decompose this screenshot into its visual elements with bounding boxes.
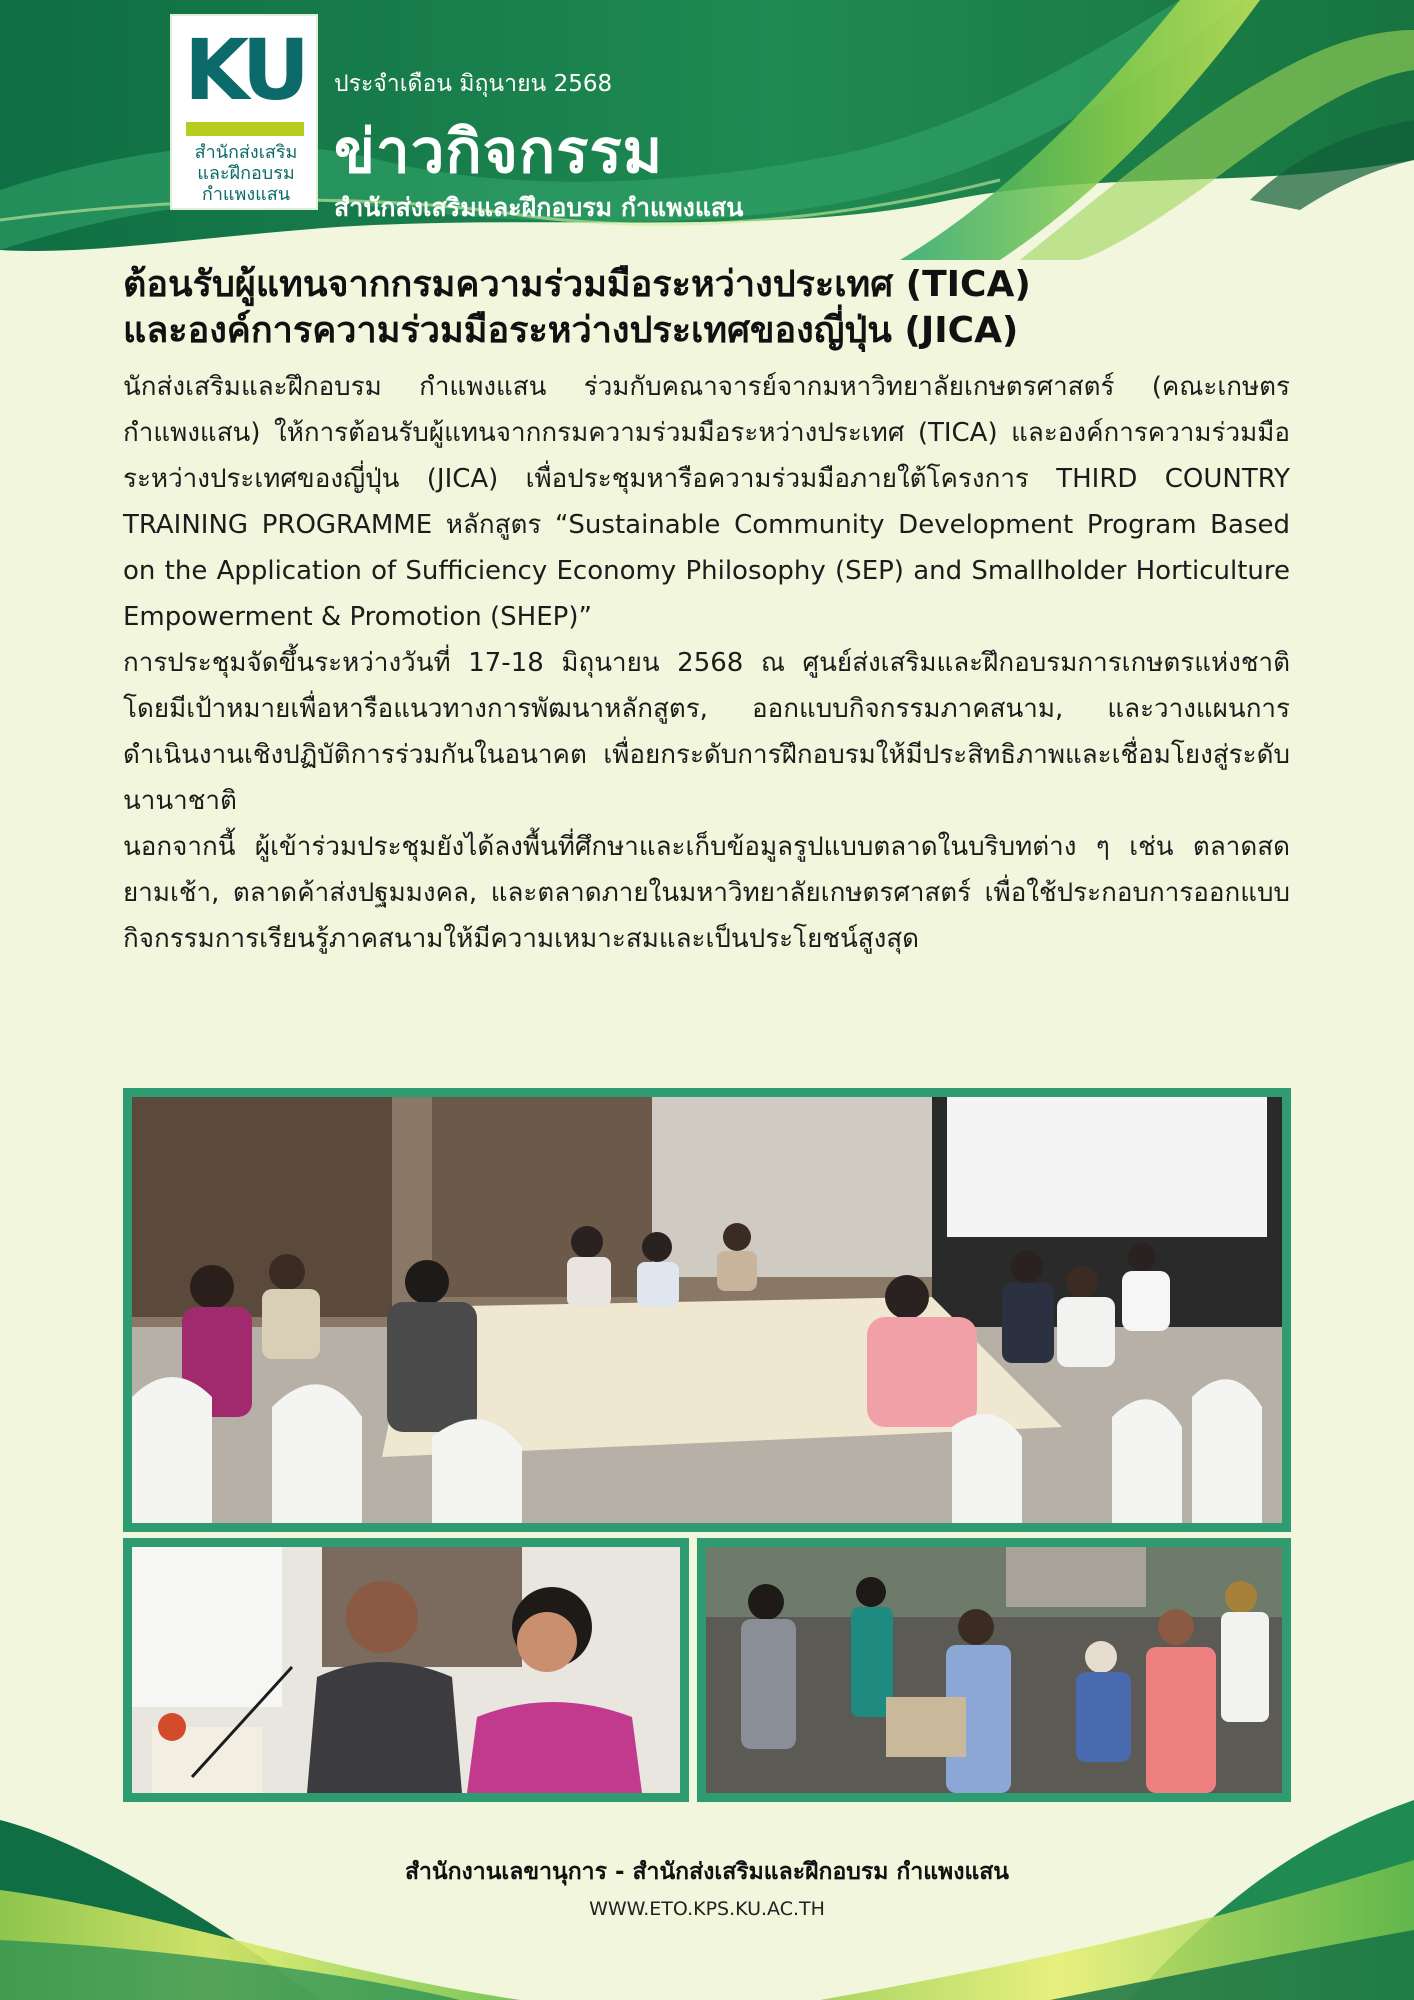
newsletter-title: ข่าวกิจกรรม [334, 117, 664, 187]
organization-subtitle: สำนักส่งเสริมและฝึกอบรม กำแพงแสน [334, 193, 744, 222]
article-body [123, 364, 1290, 962]
market-visit-photo [706, 1547, 1282, 1793]
paragraph-1: นักส่งเสริมและฝึกอบรม กำแพงแสน ร่วมกับคณาจารย์จากมหาวิทยาลัยเกษตรศาสตร์ (คณะเกษตร กำแพงแสน) ให้การต้อนรับผู้แทนจากกรมความร่วมมือระหว่างประเทศ (TICA) และองค์การความร่วมมือระหว่างประเทศของญี่ปุ่น (JICA) เพื่อประชุมหารือความร่วมมือภายใต้โครงการ THIRD COUNTRY TRAINING PROGRAMME หลักสูตร “Sustainable Community Development Program Based on the Application of Sufficiency Economy Philosophy (SEP) and Smallholder Horticulture Empowerment & Promotion (SHEP)” [123, 372, 1290, 632]
main-photo-frame [123, 1088, 1291, 1532]
paragraph-3: นอกจากนี้ ผู้เข้าร่วมประชุมยังได้ลงพื้นที่ศึกษาและเก็บข้อมูลรูปแบบตลาดในบริบทต่าง ๆ เช่น ตลาดสดยามเช้า, ตลาดค้าส่งปฐมมงคล, และตลาดภายในมหาวิทยาลัยเกษตรศาสตร์ เพื่อใช้ประกอบการออกแบบกิจกรรมการเรียนรู้ภาคสนามให้มีความเหมาะสมและเป็นประโยชน์สูงสุด [123, 832, 1290, 954]
photo-frame-right [697, 1538, 1291, 1802]
ku-logo [170, 14, 318, 210]
logo-caption: สำนักส่งเสริม และฝึกอบรม กำแพงแสน [194, 142, 298, 205]
issue-month: ประจำเดือน มิถุนายน 2568 [334, 71, 613, 97]
meeting-room-photo [132, 1097, 1282, 1523]
headline-line-2: และองค์การความร่วมมือระหว่างประเทศของญี่ปุ่น (JICA) [123, 310, 1019, 351]
footer-organization: สำนักงานเลขานุการ - สำนักส่งเสริมและฝึกอบรม กำแพงแสน [404, 1859, 1010, 1885]
article-headline [123, 262, 1293, 354]
logo-lime-bar [186, 122, 304, 136]
photo-frame-left [123, 1538, 689, 1802]
headline-line-1: ต้อนรับผู้แทนจากกรมความร่วมมือระหว่างประเทศ (TICA) [123, 264, 1031, 305]
speaker-photo [132, 1547, 680, 1793]
logo-ku-text: KU [184, 21, 304, 119]
footer-website-link[interactable]: WWW.ETO.KPS.KU.AC.TH [589, 1898, 825, 1920]
paragraph-2: การประชุมจัดขึ้นระหว่างวันที่ 17-18 มิถุนายน 2568 ณ ศูนย์ส่งเสริมและฝึกอบรมการเกษตรแห่งชาติ โดยมีเป้าหมายเพื่อหารือแนวทางการพัฒนาหลักสูตร, ออกแบบกิจกรรมภาคสนาม, และวางแผนการดำเนินงานเชิงปฏิบัติการร่วมกันในอนาคต เพื่อยกระดับการฝึกอบรมให้มีประสิทธิภาพและเชื่อมโยงสู่ระดับนานาชาติ [123, 648, 1290, 816]
